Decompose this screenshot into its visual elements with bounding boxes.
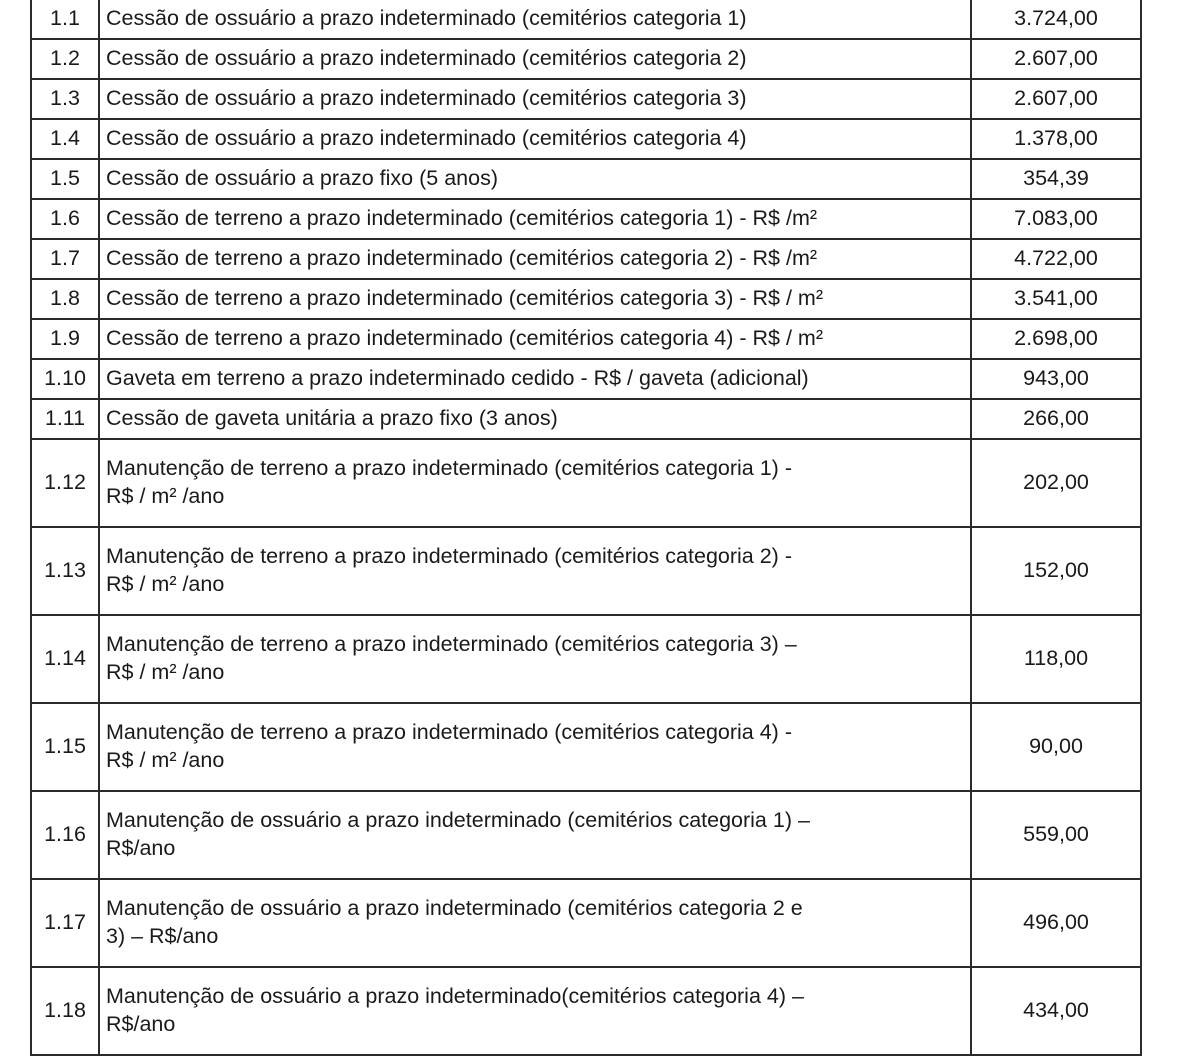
row-description: [99, 159, 971, 199]
table-row: [31, 319, 1141, 359]
row-value: 152,00: [971, 527, 1141, 615]
row-description: [99, 0, 971, 39]
description-line: Manutenção de ossuário a prazo indeterminado(cemitérios categoria 4) –: [106, 984, 804, 1009]
description-line: Cessão de ossuário a prazo fixo (5 anos): [106, 166, 498, 191]
table-row: [31, 159, 1141, 199]
row-description: [99, 239, 971, 279]
row-value: 266,00: [971, 399, 1141, 439]
table-row: [31, 967, 1141, 1055]
row-description: [99, 439, 971, 527]
row-code: 1.7: [31, 239, 99, 279]
row-code: 1.10: [31, 359, 99, 399]
row-value: 354,39: [971, 159, 1141, 199]
description-line: 3) – R$/ano: [106, 924, 219, 948]
row-description: [99, 615, 971, 703]
row-value: 2.607,00: [971, 79, 1141, 119]
price-table: [30, 0, 1142, 1056]
row-value: 202,00: [971, 439, 1141, 527]
row-code: 1.16: [31, 791, 99, 879]
description-line: R$/ano: [106, 836, 176, 860]
row-value: 2.607,00: [971, 39, 1141, 79]
table-row: [31, 279, 1141, 319]
description-line: Manutenção de ossuário a prazo indeterminado (cemitérios categoria 2 e: [106, 896, 803, 921]
table-row: [31, 703, 1141, 791]
description-line: Cessão de ossuário a prazo indeterminado (cemitérios categoria 4): [106, 126, 747, 151]
row-description: [99, 279, 971, 319]
table-row: [31, 615, 1141, 703]
description-line: R$ / m² /ano: [106, 484, 225, 508]
table-row: [31, 399, 1141, 439]
description-line: Cessão de terreno a prazo indeterminado (cemitérios categoria 3) - R$ / m²: [106, 286, 823, 311]
row-code: 1.1: [31, 0, 99, 39]
row-value: 4.722,00: [971, 239, 1141, 279]
row-description: [99, 119, 971, 159]
table-row: [31, 527, 1141, 615]
row-value: 3.541,00: [971, 279, 1141, 319]
description-line: Gaveta em terreno a prazo indeterminado cedido - R$ / gaveta (adicional): [106, 366, 809, 391]
table-row: [31, 439, 1141, 527]
row-code: 1.8: [31, 279, 99, 319]
description-line: Manutenção de terreno a prazo indeterminado (cemitérios categoria 3) –: [106, 632, 797, 657]
description-line: R$/ano: [106, 1012, 176, 1036]
row-description: [99, 703, 971, 791]
row-code: 1.18: [31, 967, 99, 1055]
row-value: 943,00: [971, 359, 1141, 399]
row-code: 1.15: [31, 703, 99, 791]
table-row: [31, 119, 1141, 159]
row-description: [99, 879, 971, 967]
table-row: [31, 239, 1141, 279]
row-value: 2.698,00: [971, 319, 1141, 359]
row-value: 1.378,00: [971, 119, 1141, 159]
description-line: Cessão de gaveta unitária a prazo fixo (3 anos): [106, 406, 558, 431]
row-description: [99, 527, 971, 615]
row-code: 1.9: [31, 319, 99, 359]
table-row: [31, 791, 1141, 879]
description-line: R$ / m² /ano: [106, 572, 225, 596]
description-line: Cessão de ossuário a prazo indeterminado (cemitérios categoria 3): [106, 86, 747, 111]
description-line: Cessão de terreno a prazo indeterminado (cemitérios categoria 2) - R$ /m²: [106, 246, 818, 271]
description-line: Cessão de ossuário a prazo indeterminado (cemitérios categoria 1): [106, 6, 747, 31]
row-description: [99, 199, 971, 239]
table-row: [31, 359, 1141, 399]
description-line: Manutenção de terreno a prazo indeterminado (cemitérios categoria 2) -: [106, 544, 792, 569]
row-value: 559,00: [971, 791, 1141, 879]
row-description: [99, 967, 971, 1055]
row-code: 1.14: [31, 615, 99, 703]
row-description: [99, 39, 971, 79]
row-value: 496,00: [971, 879, 1141, 967]
description-line: Cessão de terreno a prazo indeterminado (cemitérios categoria 4) - R$ / m²: [106, 326, 823, 351]
row-value: 90,00: [971, 703, 1141, 791]
table-row: [31, 79, 1141, 119]
row-value: 3.724,00: [971, 0, 1141, 39]
row-code: 1.11: [31, 399, 99, 439]
description-line: R$ / m² /ano: [106, 748, 225, 772]
row-value: 434,00: [971, 967, 1141, 1055]
row-code: 1.17: [31, 879, 99, 967]
description-line: Cessão de terreno a prazo indeterminado (cemitérios categoria 1) - R$ /m²: [106, 206, 818, 231]
row-code: 1.3: [31, 79, 99, 119]
row-code: 1.6: [31, 199, 99, 239]
row-code: 1.13: [31, 527, 99, 615]
description-line: R$ / m² /ano: [106, 660, 225, 684]
row-description: [99, 359, 971, 399]
row-code: 1.12: [31, 439, 99, 527]
row-description: [99, 79, 971, 119]
row-description: [99, 319, 971, 359]
table-row: [31, 0, 1141, 39]
description-line: Manutenção de terreno a prazo indeterminado (cemitérios categoria 1) -: [106, 456, 792, 481]
description-line: Cessão de ossuário a prazo indeterminado (cemitérios categoria 2): [106, 46, 747, 71]
table-row: [31, 199, 1141, 239]
row-code: 1.2: [31, 39, 99, 79]
description-line: Manutenção de ossuário a prazo indeterminado (cemitérios categoria 1) –: [106, 808, 810, 833]
price-table-body: [31, 0, 1141, 1055]
row-description: [99, 399, 971, 439]
row-code: 1.4: [31, 119, 99, 159]
row-value: 118,00: [971, 615, 1141, 703]
row-description: [99, 791, 971, 879]
table-row: [31, 879, 1141, 967]
description-line: Manutenção de terreno a prazo indeterminado (cemitérios categoria 4) -: [106, 720, 792, 745]
table-row: [31, 39, 1141, 79]
row-value: 7.083,00: [971, 199, 1141, 239]
row-code: 1.5: [31, 159, 99, 199]
